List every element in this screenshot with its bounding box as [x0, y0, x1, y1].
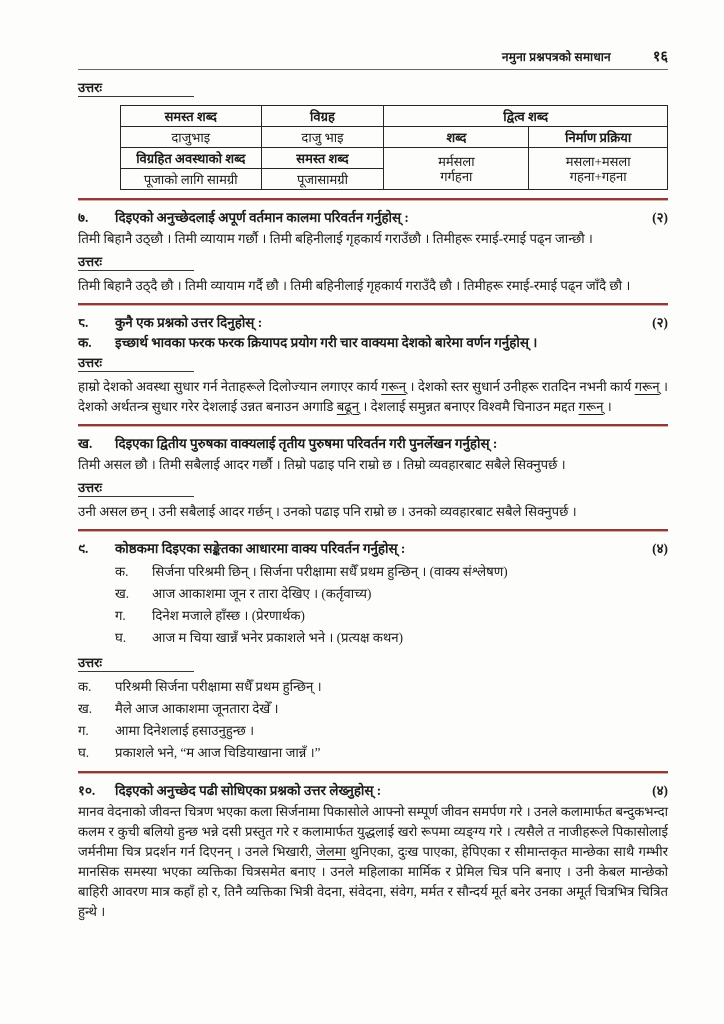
- item-text: आमा दिनेशलाई हसाउनुहुन्छ ।: [115, 723, 255, 738]
- question-8: [78, 313, 668, 417]
- table-answer-label-row: [78, 78, 668, 101]
- question-number: ९.: [78, 541, 89, 556]
- question-title: दिइएको अनुच्छेद पढी सोधिएका प्रश्नको उत्तर लेख्नुहोस् :: [115, 783, 382, 798]
- question-title: दिइएको अनुच्छेदलाई अपूर्ण वर्तमान कालमा परिवर्तन गर्नुहोस् :: [115, 210, 409, 225]
- answer-label: उत्तरः: [78, 254, 194, 271]
- answer-label: उत्तरः: [78, 355, 194, 372]
- item-label: क.: [78, 679, 92, 694]
- question-title: कोष्ठकमा दिइएका सङ्केतका आधारमा वाक्य परिवर्तन गर्नुहोस् :: [115, 541, 406, 556]
- section-divider: [78, 424, 668, 427]
- table-subheader-shabda: शब्द: [384, 127, 529, 148]
- item-text: दिनेश मजाले हाँस्छ । (प्रेरणार्थक): [152, 608, 305, 623]
- answer-item: [78, 742, 668, 764]
- text-segment: मानव वेदनाको जीवन्त चित्रण भएका कला सिर्जनामा पिकासोले आफ्नो सम्पूर्ण जीवन समर्पण गरे । उनले कलामार्फत बन्दुकभन्दा कलम र कुची बलियो हुन्छ भन्ने दसी प्रस्तुत गरे र कलामार्फत युद्धलाई खरो रूपमा व्यङ्ग्य गरे । त्यसैले त नाजीहरूले पिकासोलाई जर्मनीमा चित्र प्रदर्शन गर्न दिएनन् । उनले भिखारी,: [78, 804, 668, 859]
- text-segment: । देशलाई समुन्नत बनाएर विश्वमै चिनाउन मद्दत: [359, 399, 579, 414]
- item-label: ग.: [78, 723, 89, 738]
- table-cell: पूजासामग्री: [261, 169, 384, 190]
- answer-label-row: [78, 478, 668, 501]
- question-7-passage: तिमी बिहानै उठ्छौ । तिमी व्यायाम गर्छौ । तिमी बहिनीलाई गृहकार्य गराउँछौ । तिमीहरू रमाई-रमाई पढ्न जान्छौ ।: [78, 231, 593, 246]
- question-9-title-row: [78, 539, 668, 559]
- item-label: क.: [115, 564, 129, 579]
- item-text: परिश्रमी सिर्जना परीक्षामा सधैँ प्रथम हुन्छिन् ।: [115, 679, 322, 694]
- question-number: ७.: [78, 210, 89, 225]
- table-cell: दाजुभाइ: [121, 127, 262, 148]
- underlined-word: बढून्: [336, 399, 360, 414]
- answer-item: [78, 698, 668, 720]
- item-label: ख.: [78, 701, 93, 716]
- item-label: ख.: [115, 586, 130, 601]
- table-header-samasta: समस्त शब्द: [121, 106, 262, 127]
- item-label: ग.: [115, 608, 126, 623]
- table-cell: समस्त शब्द: [261, 148, 384, 169]
- underlined-word: जेलमा: [316, 844, 347, 859]
- question-8ka-answer: [78, 377, 668, 417]
- answer-label: उत्तरः: [78, 480, 194, 497]
- underlined-word: गरून्: [578, 399, 604, 414]
- dwitwa-word: गर्गहना: [440, 168, 473, 184]
- text-segment: हाम्रो देशको अवस्था सुधार गर्न नेताहरूले दिलोज्यान लगाएर कार्य: [78, 379, 382, 394]
- question-10-title-row: [78, 781, 668, 801]
- question-number: ८.: [78, 315, 89, 330]
- list-item: [115, 561, 668, 583]
- subquestion-label: ख.: [78, 436, 93, 451]
- question-7-answer: तिमी बिहानै उठ्दै छौ । तिमी व्यायाम गर्दै छौ । तिमी बहिनीलाई गृहकार्य गराउँदै छौ । तिमीहरू रमाई-रमाई पढ्न जाँदै छौ ।: [78, 278, 631, 293]
- question-title: कुनै एक प्रश्नको उत्तर दिनुहोस् :: [115, 315, 263, 330]
- question-number: १०.: [78, 783, 96, 798]
- item-text: सिर्जना परिश्रमी छिन् । सिर्जना परीक्षामा सधैँ प्रथम हुन्छिन् । (वाक्य संश्लेषण): [152, 564, 508, 579]
- table-cell-dwitwa-process: [529, 148, 668, 190]
- item-label: घ.: [115, 630, 127, 645]
- question-7: [78, 208, 668, 296]
- table-row: [121, 127, 668, 148]
- table-cell-dwitwa-words: [384, 148, 529, 190]
- table-row: [121, 106, 668, 127]
- table-header-dwitwa: द्वित्व शब्द: [384, 106, 668, 127]
- question-10-passage: [78, 802, 668, 922]
- dwitwa-word: मर्मसला: [438, 153, 475, 169]
- subquestion-label: क.: [78, 335, 92, 350]
- table-cell: विग्रहित अवस्थाको शब्द: [121, 148, 262, 169]
- answer-item: [78, 676, 668, 698]
- table-cell: दाजु भाइ: [261, 127, 384, 148]
- page-number: १६: [652, 49, 668, 65]
- dwitwa-process: मसला+मसला: [565, 153, 631, 169]
- item-text: आज आकाशमा जून र तारा देखिए । (कर्तृवाच्य): [152, 586, 372, 601]
- question-marks: (४): [652, 783, 668, 798]
- question-7-title-row: [78, 208, 668, 228]
- text-segment: । देशको अर्थतन्त्र सुधार गरेर देशलाई उन्नत बनाउन अगाडि: [78, 379, 668, 414]
- question-8kha-title-row: [78, 434, 668, 454]
- table-cell: पूजाको लागि सामग्री: [121, 169, 262, 190]
- question-8kha-passage: तिमी असल छौ । तिमी सबैलाई आदर गर्छौ । तिम्रो पढाइ पनि राम्रो छ । तिम्रो व्यवहारबाट सबैले सिक्नुपर्छ ।: [78, 457, 566, 472]
- answer-label-row: [78, 252, 668, 275]
- question-8kha-answer: उनी असल छन् । उनी सबैलाई आदर गर्छन् । उनको पढाइ पनि राम्रो छ । उनको व्यवहारबाट सबैले सिक्नुपर्छ ।: [78, 504, 577, 519]
- table-row: [121, 148, 668, 169]
- question-10: [78, 781, 668, 922]
- text-segment: थुनिएका, दुःख पाएका, हेपिएका र सीमान्तकृत मान्छेका साथै गम्भीर मानसिक समस्या भएका व्यक्तिका चित्रसमेत बनाए । उनले महिलाका मार्मिक र प्रेमिल चित्र पनि बनाए । उनी केबल मान्छेको बाहिरी आवरण मात्र कहाँ हो र, तिनै व्यक्तिका भित्री वेदना, संवेदना, संवेग, मर्मत र सौन्दर्य मूर्त बनेर उनका अमूर्त चित्रभित्र चित्रित हुन्थे ।: [78, 844, 668, 919]
- book-section-title: नमुना प्रश्नपत्रको समाधान: [501, 50, 611, 64]
- answer-label: उत्तरः: [78, 80, 194, 97]
- question-8-title-row: [78, 313, 668, 333]
- word-formation-table: [120, 105, 668, 190]
- item-text: प्रकाशले भने, “म आज चिडियाखाना जान्नँ ।”: [115, 745, 321, 760]
- question-9: [78, 539, 668, 764]
- answer-label: उत्तरः: [78, 655, 194, 672]
- item-text: मैले आज आकाशमा जूनतारा देखेँ ।: [115, 701, 279, 716]
- underlined-word: गरून्: [634, 379, 660, 394]
- item-label: घ.: [78, 745, 90, 760]
- table-subheader-process: निर्माण प्रक्रिया: [529, 127, 668, 148]
- list-item: [115, 605, 668, 627]
- question-marks: (२): [652, 315, 668, 330]
- answer-item: [78, 720, 668, 742]
- section-divider: [78, 771, 668, 774]
- text-segment: ।: [603, 399, 612, 414]
- question-9-answers: [78, 676, 668, 764]
- running-header: [78, 46, 668, 70]
- subquestion-title: इच्छार्थ भावका फरक फरक क्रियापद प्रयोग गरी चार वाक्यमा देशको बारेमा वर्णन गर्नुहोस् ।: [115, 335, 538, 350]
- list-item: [115, 583, 668, 605]
- answer-label-row: [78, 353, 668, 376]
- section-divider: [78, 198, 668, 201]
- underlined-word: गरून्: [381, 379, 407, 394]
- table-header-bigraha: विग्रह: [261, 106, 384, 127]
- subquestion-title: दिइएका द्वितीय पुरुषका वाक्यलाई तृतीय पुरुषमा परिवर्तन गरी पुनर्लेखन गर्नुहोस् :: [115, 436, 498, 451]
- text-segment: । देशको स्तर सुधार्न उनीहरू रातदिन नभनी कार्य: [406, 379, 635, 394]
- list-item: [115, 627, 668, 649]
- question-9-items: [115, 561, 668, 649]
- section-divider: [78, 303, 668, 306]
- section-divider: [78, 529, 668, 532]
- answer-label-row: [78, 653, 668, 676]
- question-marks: (२): [652, 210, 668, 225]
- item-text: आज म चिया खान्नँ भनेर प्रकाशले भने । (प्रत्यक्ष कथन): [152, 630, 404, 645]
- question-8kha: [78, 434, 668, 522]
- question-marks: (४): [652, 541, 668, 556]
- question-8ka-title-row: [78, 333, 668, 353]
- dwitwa-process: गहना+गहना: [569, 168, 627, 184]
